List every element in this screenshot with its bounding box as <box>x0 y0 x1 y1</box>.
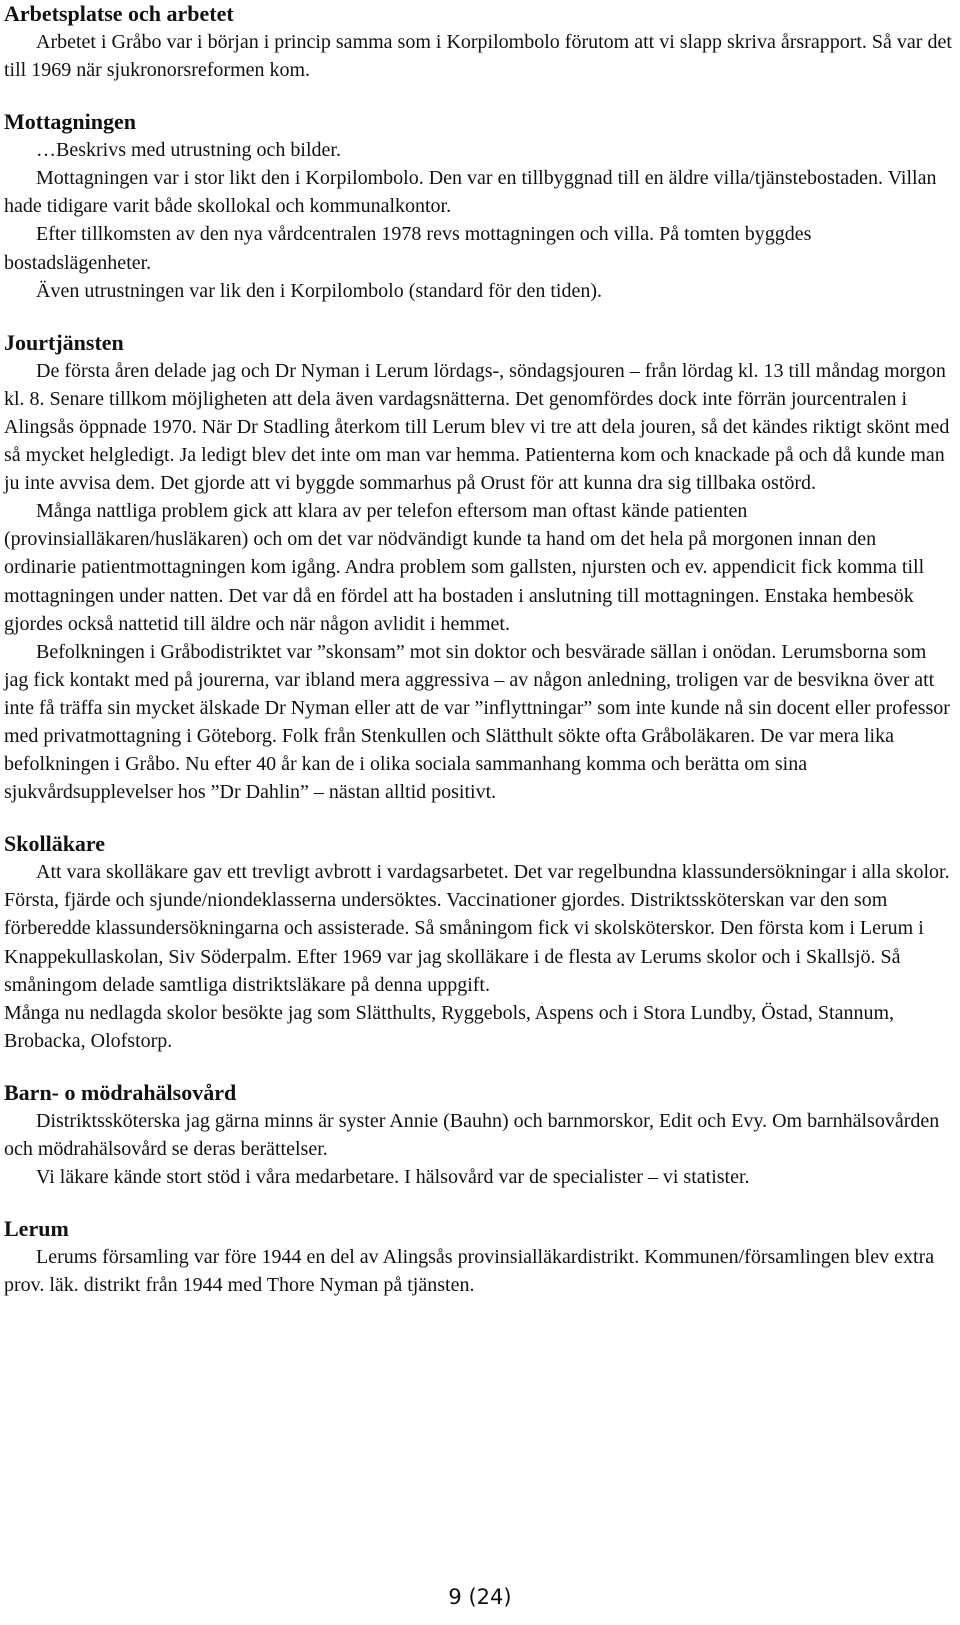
section-heading: Barn- o mödrahälsovård <box>4 1079 237 1105</box>
paragraph: De första åren delade jag och Dr Nyman i Lerum lördags-, söndagsjouren – från lördag kl. 13 till måndag morgon kl. 8. Senare tillkom möjligheten att dela även vardagsnätterna. Det genomfördes dock inte förrän jourcentralen i Alingsås öppnade 1970. När Dr Stadling återkom till Lerum blev vi tre att dela jouren, så det kändes riktigt skönt med så mycket helgledigt. Ja ledigt blev det inte om man var hemma. Patienterna kom och knackade på och då kunde man ju inte avvisa dem. Det gjorde att vi byggde sommarhus på Orust för att kunna dra sig tillbaka ostörd. <box>4 359 950 495</box>
paragraph: Befolkningen i Gråbodistriktet var ”skonsam” mot sin doktor och besvärade sällan i onödan. Lerumsborna som jag fick kontakt med på jourerna, var ibland mera aggressiva – av någon anledning, troligen var de besvikna över att inte få träffa sin mycket älskade Dr Nyman eller att de var ”inflyttningar” som inte kunde nå sin docent eller professor med privatmottagning i Göteborg. Folk från Stenkullen och Slätthult sökte ofta Gråboläkaren. De var mera lika befolkningen i Gråbo. Nu efter 40 år kan de i olika sociala sammanhang komma och berätta om sina sjukvårdsupplevelser hos ”Dr Dahlin” – nästan alltid positivt. <box>4 640 950 804</box>
paragraph: Lerums församling var före 1944 en del av Alingsås provinsialläkardistrikt. Kommunen/församlingen blev extra prov. läk. distrikt från 1944 med Thore Nyman på tjänsten. <box>4 1246 935 1297</box>
paragraph: Arbetet i Gråbo var i början i princip samma som i Korpilombolo förutom att vi slapp skriva årsrapport. Så var det till 1969 när sjukronorsreformen kom. <box>4 31 952 82</box>
section-heading: Arbetsplatse och arbetet <box>4 1 234 26</box>
section <box>4 0 952 84</box>
page-number: 9 (24) <box>448 1585 512 1609</box>
section <box>4 830 952 1055</box>
section <box>4 329 952 807</box>
section <box>4 108 952 305</box>
paragraph: Många nattliga problem gick att klara av per telefon eftersom man oftast kände patienten (provinsialläkaren/husläkaren) och om det var nödvändigt kunde ta hand om det hela på morgonen innan den ordinarie patientmottagningen kom igång. Andra problem som gallsten, njursten och ev. appendicit fick komma till mottagningen under natten. Det var då en fördel att ha bostaden i anslutning till mottagningen. Enstaka hembesök gjordes också nattetid till äldre och när någon avlidit i hemmet. <box>4 500 925 635</box>
section-heading: Mottagningen <box>4 109 136 135</box>
section <box>4 1215 952 1299</box>
paragraph: Mottagningen var i stor likt den i Korpilombolo. Den var en tillbyggnad till en äldre villa/tjänstebostaden. Villan hade tidigare varit både skollokal och kommunalkontor. <box>4 167 937 218</box>
document-body <box>4 0 952 1299</box>
section-heading: Jourtjänsten <box>4 329 124 355</box>
paragraph: Vi läkare kände stort stöd i våra medarbetare. I hälsovård var de specialister – vi statister. <box>36 1166 750 1189</box>
section <box>4 1079 952 1191</box>
section-heading: Skolläkare <box>4 831 106 857</box>
paragraph: Många nu nedlagda skolor besökte jag som Slätthults, Ryggebols, Aspens och i Stora Lundby, Östad, Stannum, Brobacka, Olofstorp. <box>4 1001 895 1052</box>
paragraph: …Beskrivs med utrustning och bilder. <box>36 139 341 162</box>
paragraph: Efter tillkomsten av den nya vårdcentralen 1978 revs mottagningen och villa. På tomten byggdes bostadslägenheter. <box>4 223 812 274</box>
paragraph: Distriktssköterska jag gärna minns är syster Annie (Bauhn) och barnmorskor, Edit och Evy. Om barnhälsovården och mödrahälsovård se deras berättelser. <box>4 1109 940 1160</box>
paragraph: Att vara skolläkare gav ett trevligt avbrott i vardagsarbetet. Det var regelbundna klassundersökningar i alla skolor. Första, fjärde och sjunde/niondeklasserna undersöktes. Vaccinationer gjordes. Distriktssköterskan var den som förberedde klassundersökningarna och assisterade. Så småningom fick vi skolsköterskor. Den första kom i Lerum i Knappekullaskolan, Siv Söderpalm. Efter 1969 var jag skolläkare i de flesta av Lerums skolor och i Skallsjö. Så småningom delade samtliga distriktsläkare på denna uppgift. <box>4 861 950 996</box>
section-heading: Lerum <box>4 1216 69 1242</box>
paragraph: Även utrustningen var lik den i Korpilombolo (standard för den tiden). <box>36 279 602 302</box>
